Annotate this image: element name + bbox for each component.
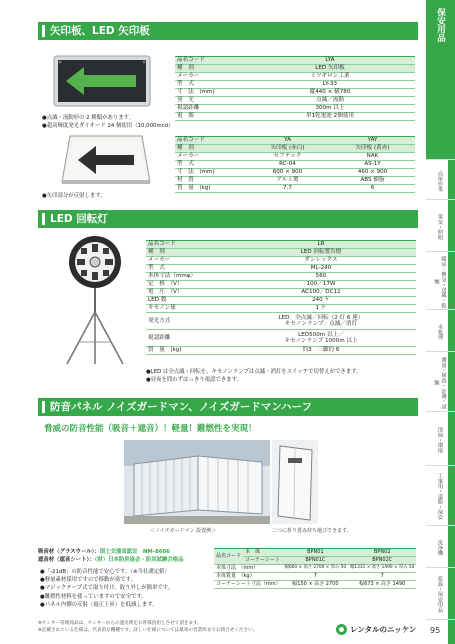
nikken-logo: レンタルのニッケン (336, 622, 416, 636)
page-number: 95 (430, 626, 441, 635)
sidebar-tab-3[interactable]: 水処理 (426, 312, 455, 352)
sidebar-tab-5[interactable]: 清掃・環境 (426, 414, 455, 466)
footer-notes: ※センター管理商品は、センターからの運送費をお客様負担とさせて頂きます。 ※記載されている仕様は、代表的な機種です。詳しい仕様については最寄の営業所までお問合せください。 (38, 621, 258, 633)
panel-spec-table: 品名コード 本 体 BPN01 BPN02 コーナーシート BPN01C BPN02C 本体寸法 （mm） 幅600 × 高さ 2700 × 厚み 50 幅1331 × 高さ 1490 × 厚み 50 本体質量 （kg） 7 7 コーナーシート寸法（mm） 幅150 × 高さ 2700 幅673 × 高さ 1490 (216, 548, 415, 587)
led-notes: ●LED は全点滅・回転を、キセノンランプは点滅・消灯をスイッチで切替えができます。 ●昼夜を問わずはっきり視認できます。 (146, 369, 362, 383)
section-title-panel: 防音パネル ノイズガードマン、ノイズガードマンハーフ (38, 398, 418, 416)
sidebar-tab-1[interactable]: 電気・照明 (426, 202, 455, 252)
noise-guardman-install-image (124, 440, 270, 524)
led-rotating-light-image (55, 232, 135, 368)
panel-subtitle: 脅威の防音性能（吸音＋遮音）！軽量！難燃性を実現！ (44, 424, 257, 434)
sidebar-tab-active[interactable]: 保安用品 (426, 0, 455, 160)
led-spec-table: 品名コード LR 種 別 LED 回転警告燈 メーカー ダンレックス 型 式 ML-240 本体寸法（mmφ） 560 定 格 （V） 100／17W 電 圧 （V） AC100／DC12 LED 数 240 ケ キセノン球 1 ケ 発光方式 LED：全点滅／回転（2 灯 6 連） キセノンランプ：点滅／消灯 視認距離 LED500m 以上／ キセノンランプ 1000m 以上 質 量 (kg) 約3 三脚約 6 (146, 240, 416, 355)
sidebar-tab-7[interactable]: 洗浄機 (426, 528, 455, 568)
panel-notes: ●「-21dB」の防音性能で安心です。（※当社測定値） ●軽量素材採用ですので移動が楽です。 ●マジックテープ式で取り付け、取り外しが簡単です。 ●難燃性材料を使っていますので安全です。 ●パネル内側の反射（霞正上昇）を低減します。 (40, 569, 174, 608)
arrow-notes-2: ●矢印部分が反射します。 (42, 193, 106, 199)
arrow-spec-table-2: 品名コード YA YAY 種 別 矢印板 (赤白) 矢印板 (黄赤) メーカー セフテック NAK 型 式 RC-04 AS-1Y 寸 法 (mm) 600 × 900 460 × 900 材 質 アルミ製 ABS 樹脂 質 量 (kg) 7.7 6 (175, 136, 415, 193)
sidebar-tab-4[interactable]: 測量・探査・計測・試験 (426, 354, 455, 412)
led-arrow-board-image (50, 50, 154, 112)
arrow-board-image (56, 134, 156, 188)
sidebar-tab-2[interactable]: 暖房・換気・送風・乾燥 (426, 254, 455, 310)
caption-folded: 二つに折り畳み持ち運びできます。 (272, 528, 352, 534)
sidebar-tab-8[interactable]: 仮設・保安用品 (426, 570, 455, 620)
cert-line-2: 遮音材（遮音シート）：（財）日本防炎協会・防災試験合格品 (38, 557, 184, 563)
caption-install-example: ＜ノイズガードマン 設置例＞ (150, 528, 217, 534)
arrow-spec-table-1: 品名コード LYA 種 別 LED 矢印板 メーカー ミツギロン工業 型 式 LY-33 寸 法 (mm) 縦440 × 横780 発 光 点滅／流動 視認距離 300m 以上 電 源 単1乾電池 2個使用 (175, 56, 415, 121)
section-title-arrow: 矢印板、LED 矢印板 (38, 22, 418, 40)
sidebar-tab-6[interactable]: 工事用・道路・保安 (426, 468, 455, 526)
nikken-logo-icon (336, 624, 347, 635)
folded-panel-image (272, 440, 318, 524)
cert-line-1: 吸音材（グラスウール）：国土交通省認定 NM-8606 (38, 549, 170, 555)
sidebar-tab-0[interactable]: 高所作業 (426, 164, 455, 200)
section-title-led: LED 回転灯 (38, 210, 418, 228)
arrow-notes-1: ●点滅・流動形の 2 種類があります。 ●超高輝度発光ダイオード 24 個使用（10,000mcd） (42, 115, 174, 129)
